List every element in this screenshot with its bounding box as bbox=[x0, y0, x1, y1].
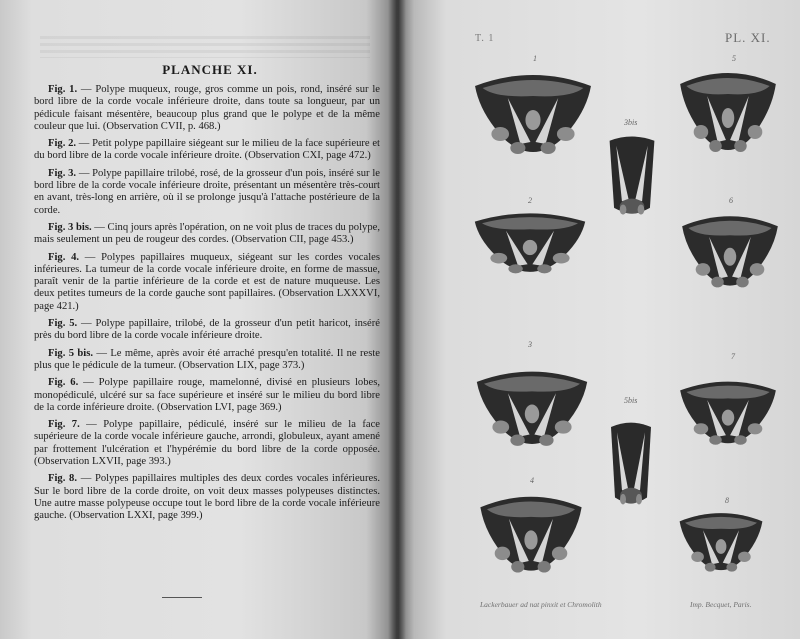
legend-entry bbox=[34, 377, 380, 414]
legend-entry bbox=[34, 222, 380, 247]
larynx-figure bbox=[678, 210, 782, 300]
legend-entry-text: — Polypes papillaires multiples des deux cordes vocales inférieures. Sur le bord libre de la corde droite, on voit deux masses polypeuses distinctes. Une autre masse polypeuse occupe tout le bord libre de la corde vocale inférieure gauche. (Observation LXXI, page 399.) bbox=[34, 473, 380, 522]
divider-rule bbox=[162, 597, 202, 598]
larynx-figure bbox=[676, 66, 780, 166]
legend-entry bbox=[34, 473, 380, 522]
plate-volume-number: T. 1 bbox=[475, 33, 495, 44]
larynx-drawing bbox=[476, 490, 586, 586]
legend-entry-label: Fig. 2. bbox=[48, 138, 77, 150]
larynx-drawing bbox=[676, 66, 780, 166]
larynx-figure bbox=[470, 68, 596, 168]
figure-number: 4 bbox=[530, 476, 534, 485]
legend-entry bbox=[34, 138, 380, 163]
legend-entry-text: — Le même, après avoir été arraché presqu'en totalité. Il ne reste plus que le pédicule de la tumeur. (Observation LIX, page 373.) bbox=[34, 347, 380, 371]
figure-number: 7 bbox=[731, 352, 735, 361]
artist-credit: Lackerbauer ad nat pinxit et Chromolith bbox=[480, 600, 602, 609]
printer-credit: Imp. Becquet, Paris. bbox=[690, 600, 752, 609]
larynx-figure bbox=[472, 365, 592, 459]
legend-entry bbox=[34, 348, 380, 373]
larynx-figure bbox=[606, 420, 656, 508]
legend-entry bbox=[34, 168, 380, 217]
larynx-figure bbox=[676, 376, 780, 456]
legend-entry-label: Fig. 3 bis. bbox=[48, 221, 92, 233]
legend-entry-label: Fig. 8. bbox=[48, 473, 77, 485]
legend-entry-label: Fig. 5. bbox=[48, 318, 78, 330]
larynx-figure bbox=[676, 508, 766, 582]
legend-entry-text: — Polype papillaire rouge, mamelonné, divisé en plusieurs lobes, monopédiculé, ulcéré sur sa face supérieure et inséré sur le milieu du bord libre de la corde inférieure droite. (Observation LVI, page 369.) bbox=[34, 377, 380, 413]
larynx-drawing bbox=[676, 508, 766, 582]
larynx-figure bbox=[476, 490, 586, 586]
figure-legend bbox=[34, 84, 380, 528]
larynx-drawing bbox=[470, 208, 590, 284]
larynx-drawing bbox=[470, 68, 596, 168]
legend-entry-text: — Cinq jours après l'opération, on ne voit plus de traces du polype, mais seulement un peu de rougeur des cordes. (Observation CII, page 453.) bbox=[34, 221, 380, 246]
figure-number: 2 bbox=[528, 196, 532, 205]
legend-entry-label: Fig. 7. bbox=[48, 419, 80, 431]
legend-entry bbox=[34, 318, 380, 343]
figure-number: 1 bbox=[533, 54, 537, 63]
legend-entry-text: — Polype muqueux, rouge, gros comme un pois, rond, inséré sur le bord libre de la corde vocale inférieure droite, dans toute sa longueur, par un pédicule faisant mésentère, beaucoup plus grand que le polype et de la même couleur que lui. (Observation CVII, p. 468.) bbox=[34, 84, 380, 132]
legend-entry bbox=[34, 84, 380, 133]
plate-heading: PLANCHE XI. bbox=[162, 62, 258, 77]
figure-number: 8 bbox=[725, 496, 729, 505]
legend-entry-text: — Polype papillaire, pédiculé, inséré sur le milieu de la face supérieure de la corde vocale inférieure gauche, arrondi, globuleux, ayant amené par frottement l'ulcération et l'hypérémie du bord libre de la corde opposée. (Observation LXVII, page 393.) bbox=[34, 419, 380, 468]
larynx-drawing bbox=[604, 134, 660, 218]
larynx-figure bbox=[604, 134, 660, 218]
legend-entry-text: — Petit polype papillaire siégeant sur le milieu de la face supérieure et du bord libre de la corde vocale inférieure droite. (Observation CXI, page 472.) bbox=[34, 138, 380, 162]
legend-entry-label: Fig. 5 bis. bbox=[48, 347, 93, 359]
book-gutter bbox=[388, 0, 406, 639]
legend-entry-label: Fig. 3. bbox=[48, 167, 77, 179]
legend-entry-text: — Polype papillaire, trilobé, de la grosseur d'un petit haricot, inséré près du bord libre de la corde vocale inférieure droite. bbox=[34, 318, 380, 342]
figure-number: 6 bbox=[729, 196, 733, 205]
legend-entry bbox=[34, 252, 380, 313]
larynx-drawing bbox=[606, 420, 656, 508]
legend-entry bbox=[34, 419, 380, 468]
figure-number: 5 bbox=[732, 54, 736, 63]
legend-entry-text: — Polypes papillaires muqueux, siégeant sur les cordes vocales inférieures. La tumeur de la corde vocale inférieure droite, en forme de massue, paraît venir de la partie inférieure de la corde et est de nature muqueuse. Les deux petites tumeurs de la corde gauche sont papillaires. (Observation LXXXVI, page 421.) bbox=[34, 251, 380, 312]
show-through-text bbox=[40, 36, 370, 58]
larynx-drawing bbox=[678, 210, 782, 300]
legend-entry-label: Fig. 6. bbox=[48, 377, 79, 389]
legend-entry-text: — Polype papillaire trilobé, rosé, de la grosseur d'un pois, inséré sur le bord libre de la corde vocale inférieure droite, présentant un mésentère très-court en avant, très-long en arrière, où il se prolonge jusqu'à l'attache postérieure de la corde. bbox=[34, 167, 380, 216]
larynx-drawing bbox=[676, 376, 780, 456]
figure-number: 5bis bbox=[624, 396, 638, 405]
legend-entry-label: Fig. 1. bbox=[48, 84, 78, 95]
figure-number: 3 bbox=[528, 340, 532, 349]
legend-entry-label: Fig. 4. bbox=[48, 251, 80, 263]
larynx-drawing bbox=[472, 365, 592, 459]
larynx-figure bbox=[470, 208, 590, 284]
plate-title: PL. XI. bbox=[725, 30, 771, 45]
figure-number: 3bis bbox=[624, 118, 638, 127]
